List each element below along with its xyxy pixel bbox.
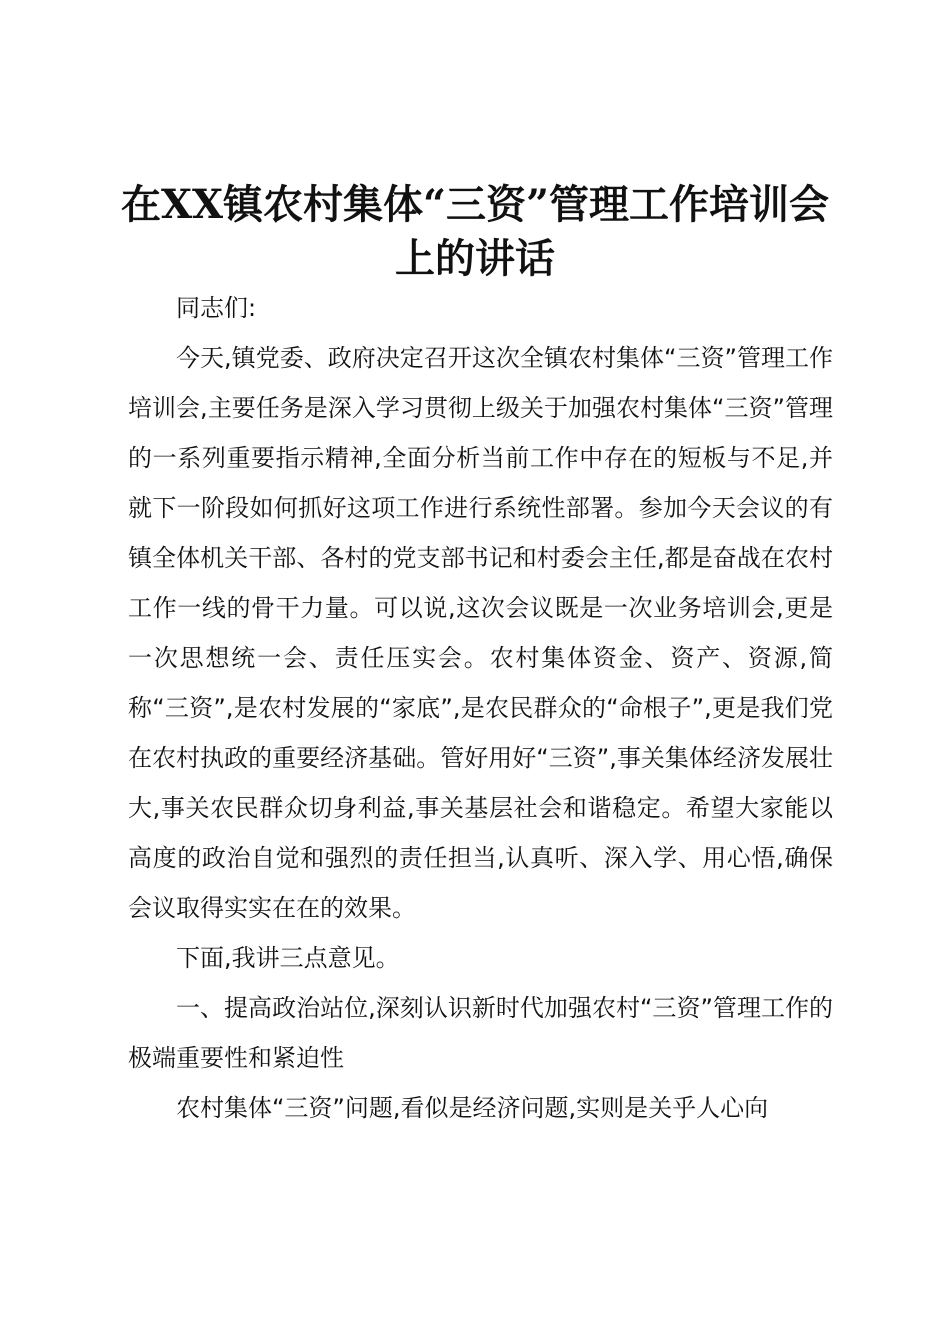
section-heading-1: 一、提高政治站位,深刻认识新时代加强农村“三资”管理工作的极端重要性和紧迫性 bbox=[128, 994, 833, 1072]
document-title: 在XX镇农村集体“三资”管理工作培训会上的讲话 bbox=[120, 181, 830, 282]
transition-paragraph: 下面,我讲三点意见。 bbox=[176, 944, 400, 972]
section-1-paragraph: 农村集体“三资”问题,看似是经济问题,实则是关乎人心向 bbox=[176, 1094, 769, 1122]
salutation: 同志们: bbox=[176, 294, 257, 322]
document-body bbox=[128, 283, 833, 1133]
intro-paragraph: 今天,镇党委、政府决定召开这次全镇农村集体“三资”管理工作培训会,主要任务是深入学习贯彻上级关于加强农村集体“三资”管理的一系列重要指示精神,全面分析当前工作中存在的短板与不足,并就下一阶段如何抓好这项工作进行系统性部署。参加今天会议的有镇全体机关干部、各村的党支部书记和村委会主任,都是奋战在农村工作一线的骨干力量。可以说,这次会议既是一次业务培训会,更是一次思想统一会、责任压实会。农村集体资金、资产、资源,简称“三资”,是农村发展的“家底”,是农民群众的“命根子”,更是我们党在农村执政的重要经济基础。管好用好“三资”,事关集体经济发展壮大,事关农民群众切身利益,事关基层社会和谐稳定。希望大家能以高度的政治自觉和强烈的责任担当,认真听、深入学、用心悟,确保会议取得实实在在的效果。 bbox=[128, 344, 833, 922]
